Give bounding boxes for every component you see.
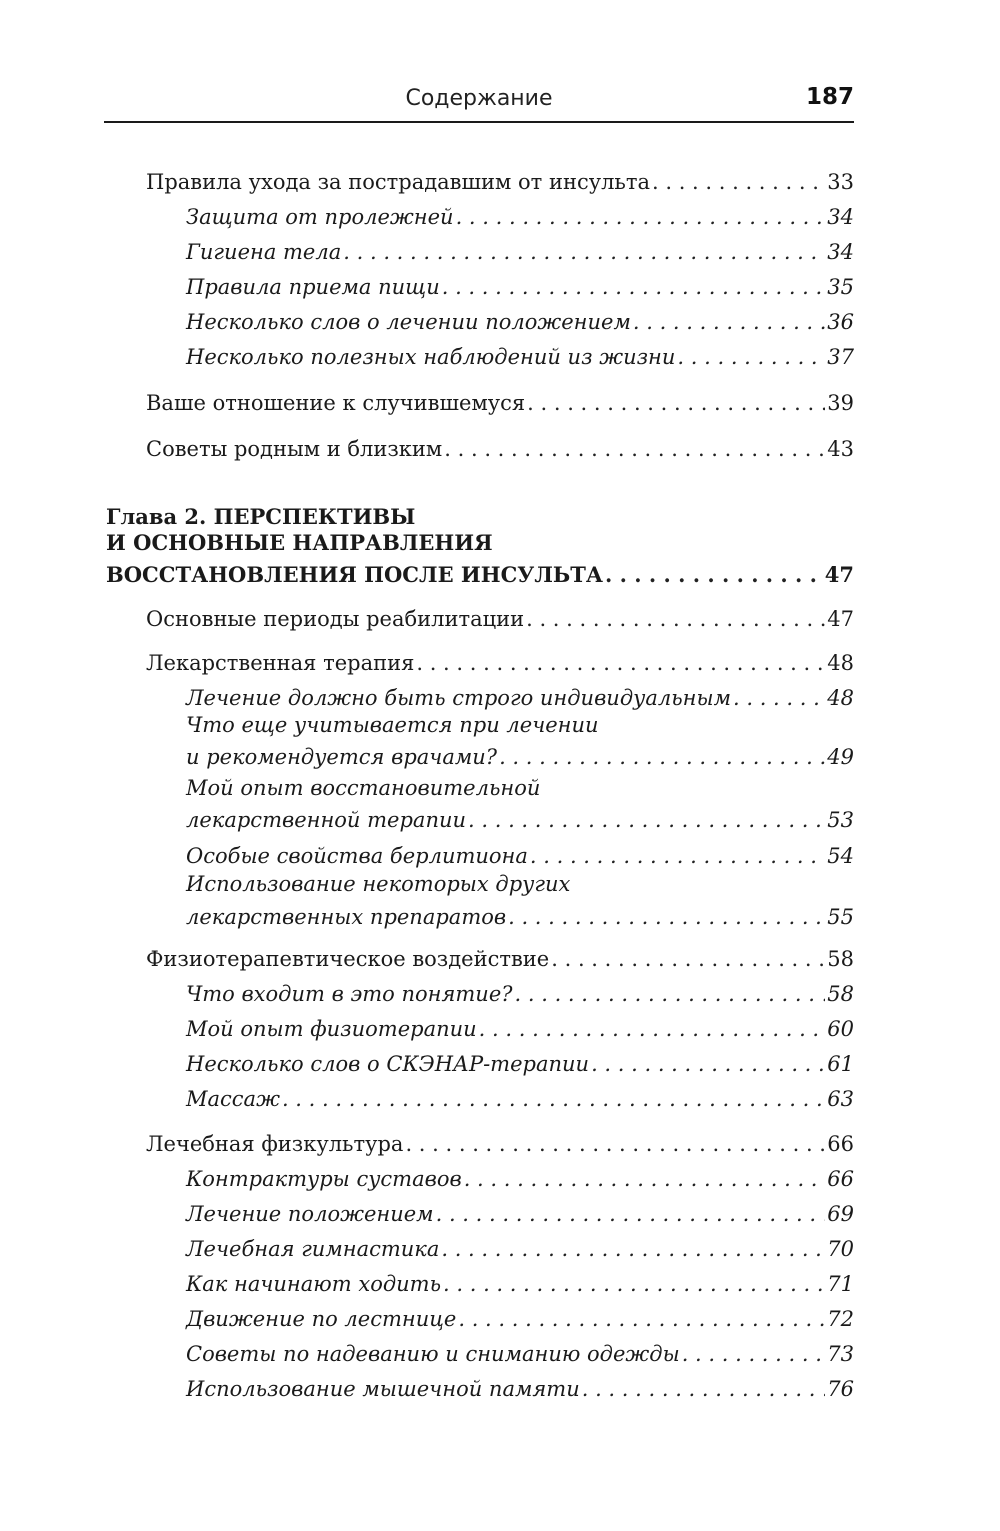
toc-entry-label: Ваше отношение к случившемуся — [146, 390, 526, 415]
toc-entry[interactable] — [146, 1122, 854, 1156]
dot-leader — [444, 437, 825, 461]
toc-entry-label: Несколько слов о лечении положением — [186, 309, 631, 334]
dot-leader — [468, 808, 825, 832]
dot-leader — [652, 170, 825, 194]
dot-leader — [458, 1307, 825, 1331]
dot-leader — [633, 310, 825, 334]
dot-leader — [530, 844, 825, 868]
toc-entry-label: Защита от пролежней — [186, 204, 454, 229]
running-title: Содержание — [405, 86, 553, 111]
toc-entry-page: 58 — [827, 981, 854, 1006]
dot-leader — [436, 1202, 826, 1226]
dot-leader — [527, 391, 825, 415]
dot-leader — [405, 1132, 825, 1156]
toc-entry-page: 43 — [827, 436, 854, 461]
toc-entry-label: Как начинают ходить — [186, 1271, 442, 1296]
toc-entry-label-line: Что еще учитывается при лечении — [186, 713, 599, 737]
toc-entry-page: 49 — [827, 744, 854, 769]
toc-subentry[interactable] — [186, 1192, 854, 1226]
toc-entry-page: 66 — [827, 1131, 854, 1156]
dot-leader — [464, 1167, 826, 1191]
toc-subentry[interactable] — [186, 1007, 854, 1041]
dot-leader — [282, 1087, 825, 1111]
toc-entry-page: 73 — [827, 1341, 854, 1366]
toc-entry-label: лекарственных препаратов — [186, 904, 507, 929]
dot-leader — [526, 607, 825, 631]
toc-entry-page: 53 — [827, 807, 854, 832]
toc-entry-label: Лекарственная терапия — [146, 650, 415, 675]
toc-entry-page: 34 — [827, 239, 854, 264]
dot-leader — [416, 651, 825, 675]
chapter-heading-line: Глава 2. ПЕРСПЕКТИВЫ — [106, 504, 416, 529]
toc-entry-label: Лечебная физкультура — [146, 1131, 404, 1156]
toc-entry-label: Мой опыт физиотерапии — [186, 1016, 477, 1041]
dot-leader — [508, 905, 825, 929]
toc-subentry[interactable] — [186, 230, 854, 264]
toc-subentry[interactable] — [186, 335, 854, 369]
dot-leader — [591, 1052, 825, 1076]
dot-leader — [443, 1272, 825, 1296]
toc-entry-label: и рекомендуется врачами? — [186, 744, 498, 769]
toc-entry-page: 66 — [827, 1166, 854, 1191]
chapter-heading-line: И ОСНОВНЫЕ НАПРАВЛЕНИЯ — [106, 530, 493, 555]
toc-entry-label: Советы родным и близким — [146, 436, 443, 461]
toc-subentry[interactable] — [186, 1262, 854, 1296]
toc-subentry[interactable] — [186, 1042, 854, 1076]
toc-subentry[interactable] — [186, 735, 854, 769]
toc-entry-page: 63 — [827, 1086, 854, 1111]
toc-entry-page: 48 — [827, 650, 854, 675]
dot-leader — [456, 205, 826, 229]
toc-entry[interactable] — [146, 160, 854, 194]
toc-entry-label: Лечение положением — [186, 1201, 434, 1226]
toc-entry-label: Основные периоды реабилитации — [146, 606, 525, 631]
dot-leader — [499, 745, 825, 769]
toc-entry[interactable] — [146, 937, 854, 971]
dot-leader — [733, 686, 825, 710]
toc-subentry[interactable] — [186, 1157, 854, 1191]
toc-entry-label: Контрактуры суставов — [186, 1166, 462, 1191]
toc-subentry[interactable] — [186, 265, 854, 299]
dot-leader — [441, 1237, 825, 1261]
dot-leader — [479, 1017, 826, 1041]
toc-subentry[interactable] — [186, 895, 854, 929]
dot-leader — [442, 275, 826, 299]
toc-subentry[interactable] — [186, 1297, 854, 1331]
toc-entry-label: Гигиена тела — [186, 239, 342, 264]
toc-subentry[interactable] — [186, 1227, 854, 1261]
toc-entry-page: 76 — [827, 1376, 854, 1401]
chapter-heading-line: ВОССТАНОВЛЕНИЯ ПОСЛЕ ИНСУЛЬТА — [106, 561, 603, 587]
dot-leader — [682, 1342, 826, 1366]
dot-leader — [677, 345, 825, 369]
page-number: 187 — [805, 84, 854, 110]
toc-entry-label: Особые свойства берлитиона — [186, 843, 528, 868]
toc-entry-page: 47 — [827, 606, 854, 631]
toc-entry-page: 33 — [827, 169, 854, 194]
toc-entry[interactable] — [146, 597, 854, 631]
toc-subentry[interactable] — [186, 798, 854, 832]
toc-entry-page: 39 — [827, 390, 854, 415]
toc-entry-label-line: Использование некоторых других — [186, 872, 571, 896]
toc-entry-page: 35 — [827, 274, 854, 299]
toc-entry-page: 70 — [827, 1236, 854, 1261]
toc-entry-label: Физиотерапевтическое воздействие — [146, 946, 550, 971]
toc-subentry[interactable] — [186, 834, 854, 868]
toc-entry-page: 48 — [827, 685, 854, 710]
toc-entry-label: Что входит в это понятие? — [186, 981, 513, 1006]
toc-subentry[interactable] — [186, 676, 854, 710]
toc-entry[interactable] — [146, 427, 854, 461]
chapter-heading[interactable] — [106, 553, 854, 587]
toc-entry-label: Правила приема пищи — [186, 274, 440, 299]
toc-entry-page: 69 — [827, 1201, 854, 1226]
toc-subentry[interactable] — [186, 1077, 854, 1111]
toc-entry[interactable] — [146, 381, 854, 415]
toc-entry-page: 60 — [827, 1016, 854, 1041]
toc-entry-label: Несколько слов о СКЭНАР-терапии — [186, 1051, 590, 1076]
toc-entry-page: 34 — [827, 204, 854, 229]
toc-entry-page: 61 — [827, 1051, 854, 1076]
toc-entry-label: Использование мышечной памяти — [186, 1376, 580, 1401]
dot-leader — [515, 982, 826, 1006]
toc-subentry[interactable] — [186, 195, 854, 229]
toc-entry-page: 54 — [827, 843, 854, 868]
toc-entry-label: Лечение должно быть строго индивидуальным — [186, 685, 731, 710]
dot-leader — [605, 563, 823, 587]
toc-entry-label: Несколько полезных наблюдений из жизни — [186, 344, 676, 369]
toc-entry-page: 71 — [827, 1271, 854, 1296]
toc-subentry[interactable] — [186, 300, 854, 334]
dot-leader — [582, 1377, 826, 1401]
toc-subentry[interactable] — [186, 1367, 854, 1401]
toc-subentry[interactable] — [186, 972, 854, 1006]
toc-entry-page: 36 — [827, 309, 854, 334]
toc-entry-page: 47 — [824, 561, 854, 587]
toc-entry-page: 72 — [827, 1306, 854, 1331]
toc-entry-label: Лечебная гимнастика — [186, 1236, 440, 1261]
toc-entry-page: 37 — [827, 344, 854, 369]
toc-entry-label: Советы по надеванию и сниманию одежды — [186, 1341, 680, 1366]
toc-entry-page: 55 — [827, 904, 854, 929]
toc-entry-label: Правила ухода за пострадавшим от инсульта — [146, 169, 650, 194]
toc-entry[interactable] — [146, 641, 854, 675]
toc-entry-label: Движение по лестнице — [186, 1306, 457, 1331]
toc-subentry[interactable] — [186, 1332, 854, 1366]
toc-entry-page: 58 — [827, 946, 854, 971]
dot-leader — [551, 947, 825, 971]
toc-entry-label: лекарственной терапии — [186, 807, 467, 832]
toc-entry-label-line: Мой опыт восстановительной — [186, 776, 541, 800]
toc-entry-label: Массаж — [186, 1086, 280, 1111]
dot-leader — [343, 240, 825, 264]
